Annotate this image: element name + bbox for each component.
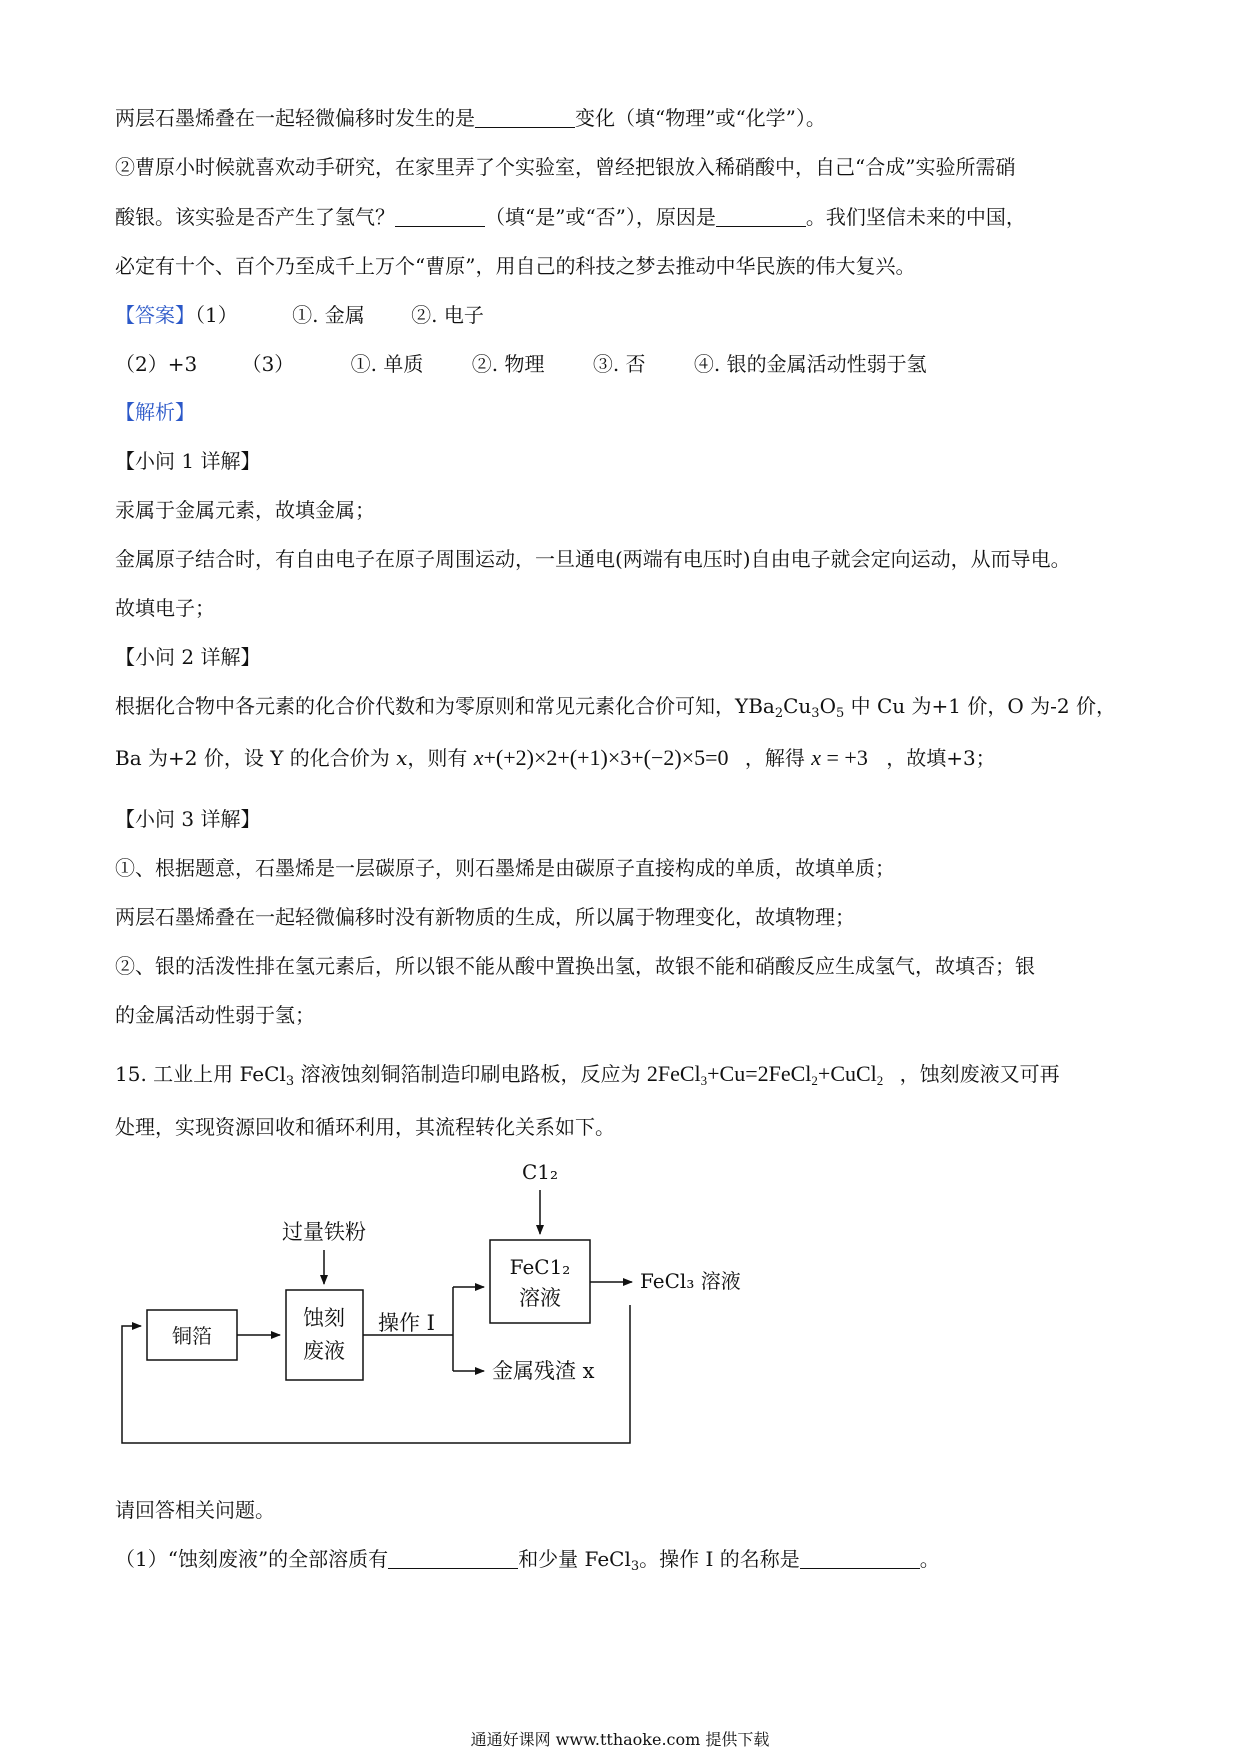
text: O xyxy=(819,694,836,718)
q15-line-1 xyxy=(115,1060,1060,1088)
q3-line-4: 的金属活动性弱于氢； xyxy=(115,1003,315,1027)
fecl3-label: FeCl₃ 溶液 xyxy=(640,1269,741,1293)
text: 酸银。该实验是否产生了氢气？ xyxy=(115,205,395,229)
answer-line-1 xyxy=(115,301,484,329)
text: ①. 金属 xyxy=(292,303,365,327)
intro-line-2: ②曹原小时候就喜欢动手研究，在家里弄了个实验室，曾经把银放入稀硝酸中，自己“合成”实验所需硝 xyxy=(115,155,1016,179)
subscript: 2 xyxy=(774,706,784,721)
text: Ba 为+2 价，设 Y 的化合价为 xyxy=(115,746,397,770)
subscript: 3 xyxy=(285,1074,295,1089)
intro-line-3 xyxy=(115,203,1026,231)
text: 15. 工业上用 FeCl xyxy=(115,1062,286,1086)
q2-heading: 【小问 2 详解】 xyxy=(115,645,261,669)
equation-1 xyxy=(474,745,729,770)
waste-label-2: 废液 xyxy=(303,1339,345,1363)
text: ，故填+3； xyxy=(886,746,996,770)
q15-line-2: 处理，实现资源回收和循环利用，其流程转化关系如下。 xyxy=(115,1115,615,1139)
q1-line-1: 汞属于金属元素，故填金属； xyxy=(115,498,375,522)
text: 变化（填“物理”或“化学”）。 xyxy=(575,106,826,130)
text: （1）“蚀刻废液”的全部溶质有 xyxy=(115,1547,389,1571)
equation-2 xyxy=(811,745,868,770)
reaction-equation xyxy=(647,1061,883,1086)
answer-line-2 xyxy=(115,350,927,378)
text: ，解得 xyxy=(744,746,805,770)
subscript: 3 xyxy=(700,1073,708,1088)
text: 中 Cu 为+1 价，O 为-2 价， xyxy=(844,694,1116,718)
text: 。 xyxy=(919,1547,940,1571)
text: +(+2)×2+(+1)×3+(−2)×5=0 xyxy=(483,745,729,770)
subscript: 2 xyxy=(811,1073,818,1088)
text: （2）+3 xyxy=(115,352,198,376)
answer-blank-1[interactable] xyxy=(475,105,575,128)
iron-powder-label: 过量铁粉 xyxy=(282,1220,366,1244)
answer-blank-5[interactable] xyxy=(800,1546,920,1569)
q2-line-1 xyxy=(115,692,1116,720)
process-flow-diagram xyxy=(110,1155,750,1475)
operation-label: 操作 I xyxy=(378,1311,435,1335)
text: ①. 单质 xyxy=(350,352,424,376)
subscript: 2 xyxy=(876,1073,884,1088)
text: 和少量 FeCl xyxy=(518,1547,631,1571)
variable: x xyxy=(473,745,484,770)
fecl2-label-1: FeC1₂ xyxy=(509,1255,571,1279)
variable: x xyxy=(396,746,408,770)
text: 根据化合物中各元素的化合价代数和为零原则和常见元素化合价可知，YBa xyxy=(115,694,775,718)
text: （3） xyxy=(241,352,295,376)
text: ②. 物理 xyxy=(471,352,545,376)
intro-line-4: 必定有十个、百个乃至成千上万个“曹原”，用自己的科技之梦去推动中华民族的伟大复兴。 xyxy=(115,254,916,278)
text: 。操作 I 的名称是 xyxy=(639,1547,800,1571)
q1-line-3: 故填电子； xyxy=(115,596,215,620)
q2-line-2 xyxy=(115,744,996,772)
q3-heading: 【小问 3 详解】 xyxy=(115,807,261,831)
answer-blank-4[interactable] xyxy=(388,1546,518,1569)
text: 两层石墨烯叠在一起轻微偏移时发生的是 xyxy=(115,106,475,130)
answer-blank-3[interactable] xyxy=(716,204,806,227)
page-footer: 通通好课网 www.tthaoke.com 提供下载 xyxy=(470,1730,770,1749)
text: ，蚀刻废液又可再 xyxy=(899,1062,1060,1086)
waste-label-1: 蚀刻 xyxy=(303,1306,345,1330)
text: +Cu=2FeCl xyxy=(707,1061,812,1086)
cl2-label: C1₂ xyxy=(521,1160,559,1184)
q3-line-2: 两层石墨烯叠在一起轻微偏移时没有新物质的生成，所以属于物理变化，故填物理； xyxy=(115,905,855,929)
text: （1） xyxy=(195,303,238,327)
subscript: 3 xyxy=(811,706,820,721)
q15-prompt: 请回答相关问题。 xyxy=(115,1498,275,1522)
residue-label: 金属残渣 x xyxy=(492,1359,595,1383)
text: Cu xyxy=(783,694,812,718)
subscript: 5 xyxy=(835,706,845,721)
fecl2-label-2: 溶液 xyxy=(519,1286,561,1310)
text: +CuCl xyxy=(817,1061,877,1086)
text: 2FeCl xyxy=(646,1061,701,1086)
text: ②. 电子 xyxy=(411,303,484,327)
text: 溶液蚀刻铜箔制造印刷电路板，反应为 xyxy=(294,1062,641,1086)
text: （填“是”或“否”），原因是 xyxy=(485,205,716,229)
q1-line-2: 金属原子结合时，有自由电子在原子周围运动，一旦通电(两端有电压时)自由电子就会定向运动，从而导电。 xyxy=(115,547,1071,571)
fecl2-solution-box xyxy=(490,1240,590,1323)
intro-line-1 xyxy=(115,104,826,132)
q3-line-3: ②、银的活泼性排在氢元素后，所以银不能从酸中置换出氢，故银不能和硝酸反应生成氢气，故填否；银 xyxy=(115,954,1035,978)
text: ④. 银的金属活动性弱于氢 xyxy=(693,352,927,376)
text: 。我们坚信未来的中国， xyxy=(805,205,1026,229)
answer-label: 【答案】 xyxy=(115,303,195,327)
q3-line-1: ①、根据题意，石墨烯是一层碳原子，则石墨烯是由碳原子直接构成的单质，故填单质； xyxy=(115,856,895,880)
copper-foil-label: 铜箔 xyxy=(172,1324,212,1348)
text: ③. 否 xyxy=(592,352,646,376)
text: ，则有 xyxy=(407,746,468,770)
q15-part-1 xyxy=(115,1545,940,1573)
variable: x xyxy=(811,745,822,770)
waste-liquid-box xyxy=(286,1290,363,1380)
subscript: 3 xyxy=(630,1559,640,1574)
analysis-label: 【解析】 xyxy=(115,400,195,424)
text: = +3 xyxy=(821,745,868,770)
answer-blank-2[interactable] xyxy=(395,204,485,227)
q1-heading: 【小问 1 详解】 xyxy=(115,449,261,473)
